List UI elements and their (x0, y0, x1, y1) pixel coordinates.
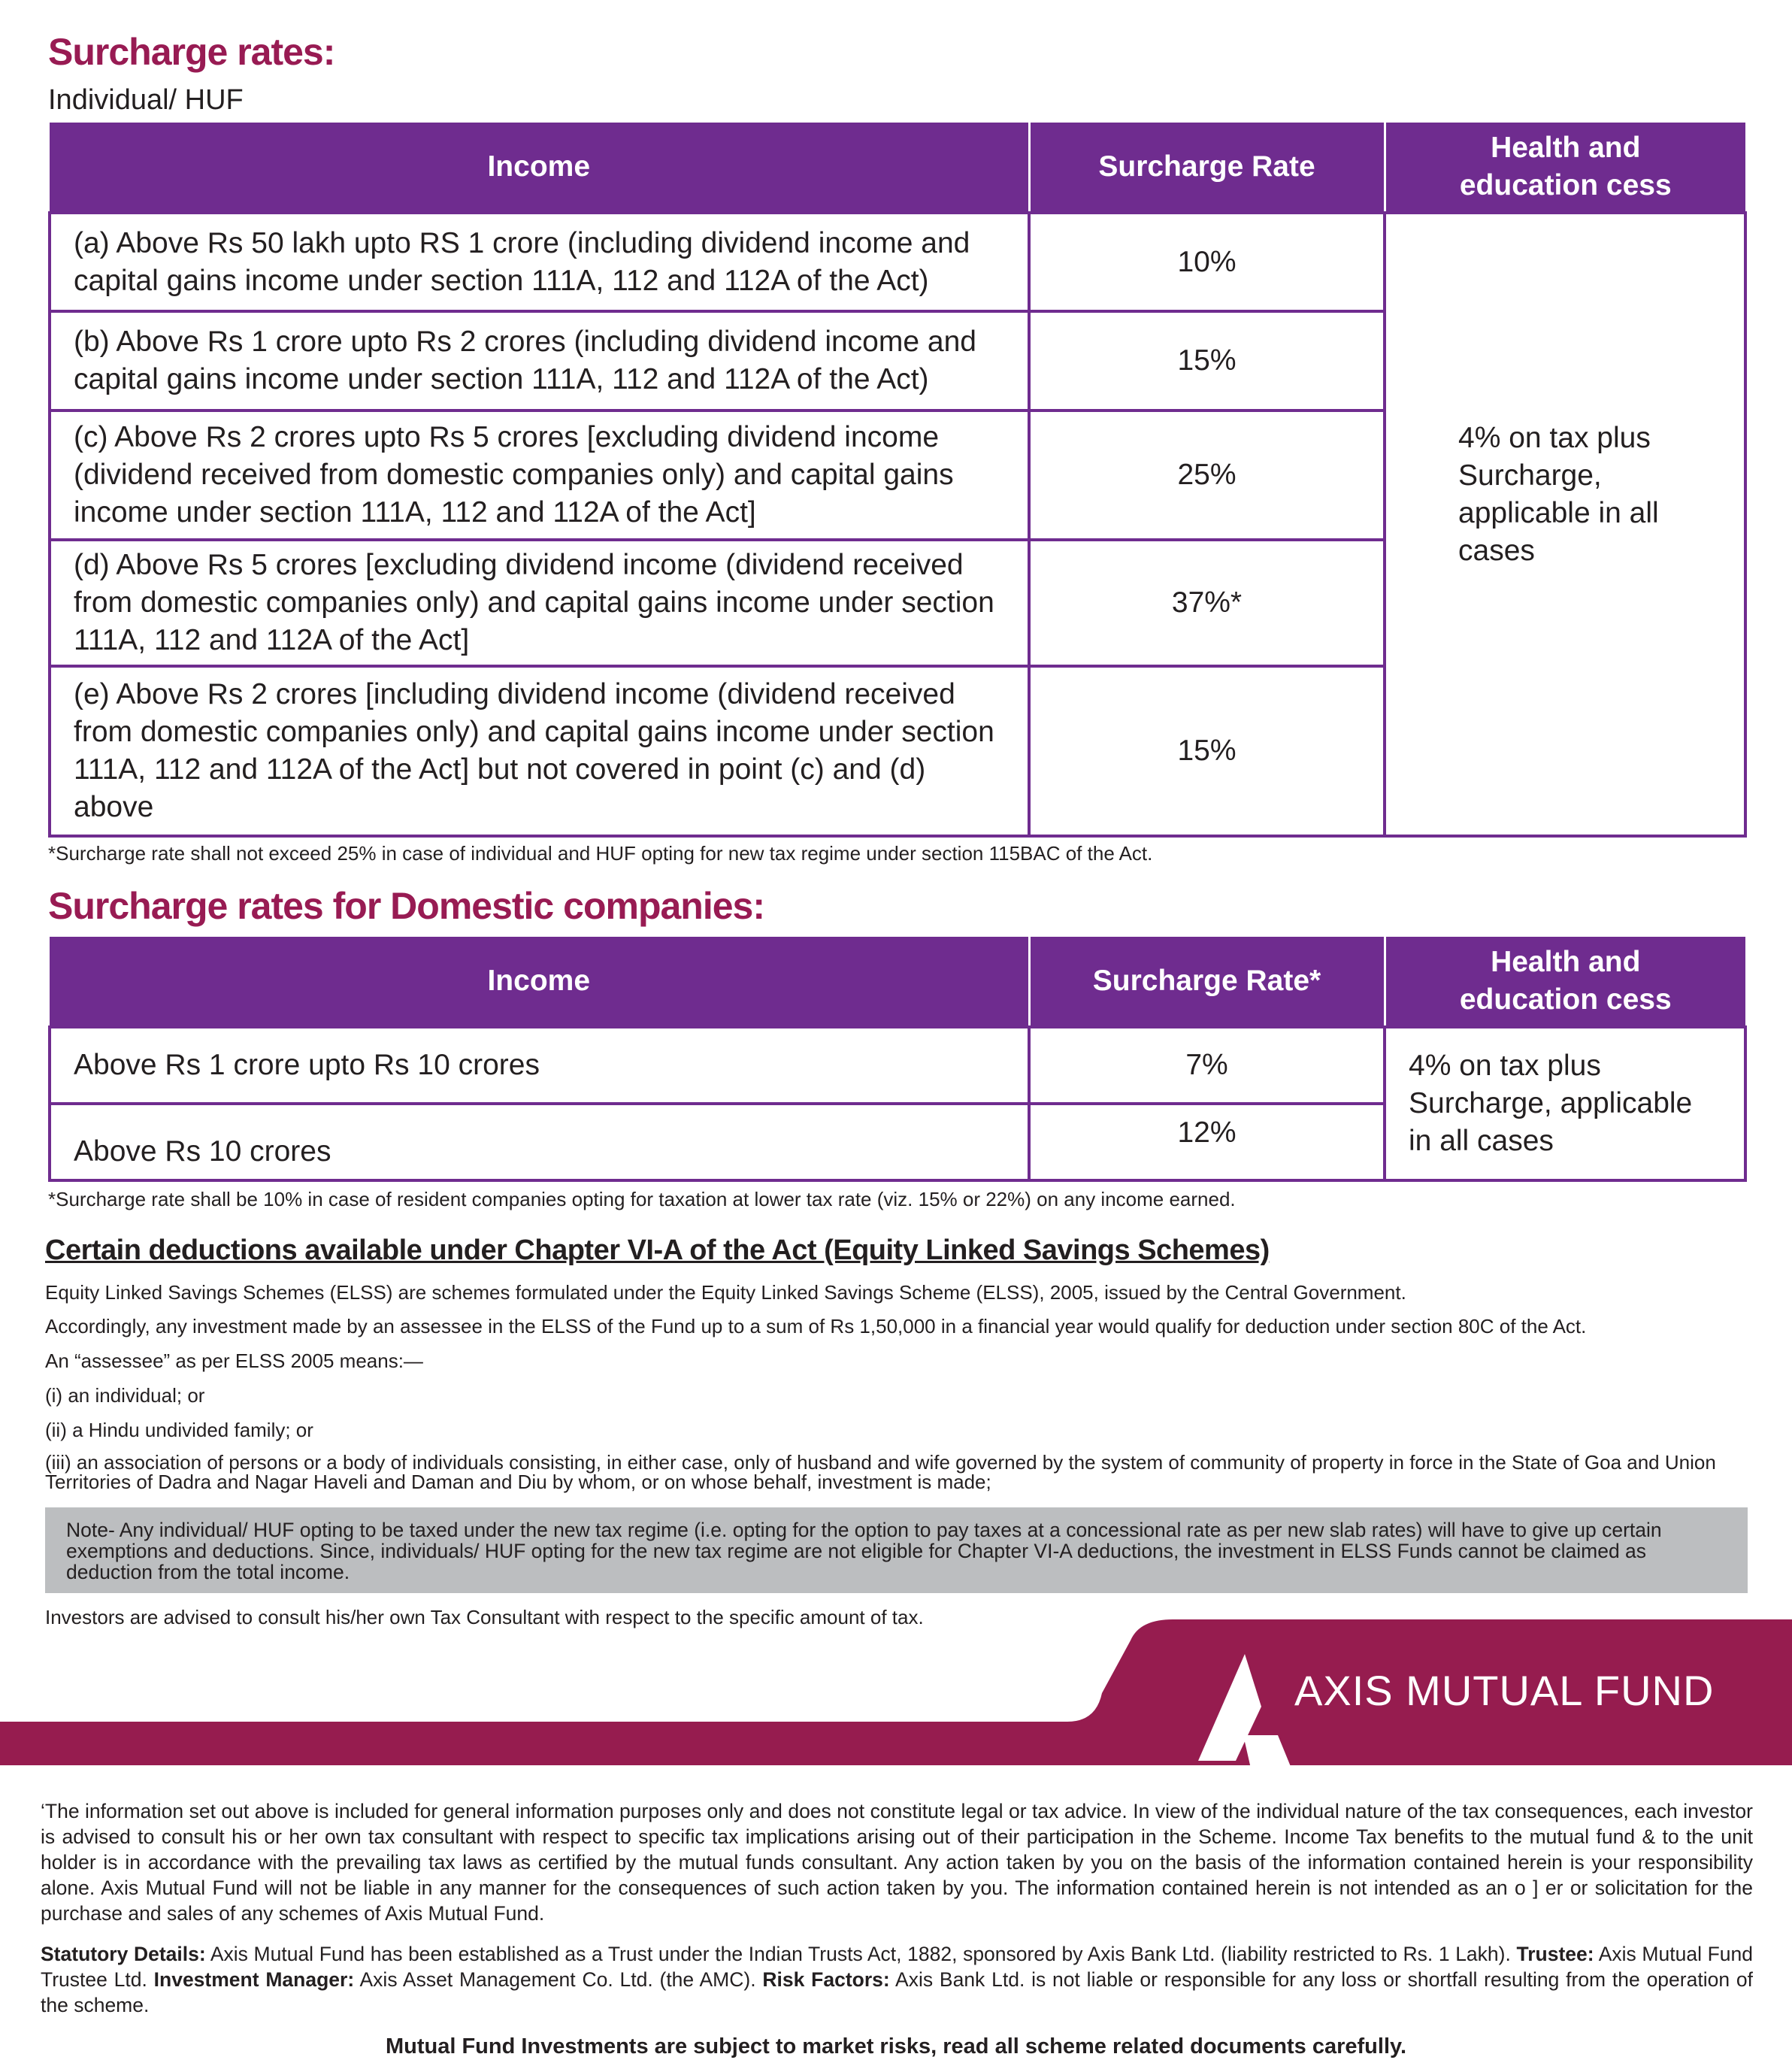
deductions-list-item: (ii) a Hindu undivided family; or (45, 1419, 313, 1441)
rate-cell: 15% (1029, 666, 1385, 836)
cess-cell (1385, 1027, 1745, 1180)
income-cell: (c) Above Rs 2 crores upto Rs 5 crores [excluding dividend income (dividend received from domestic companies only) and capital gains income under section 111A, 112 and 112A of the Act] (50, 410, 1029, 540)
income-cell: Above Rs 1 crore upto Rs 10 crores (50, 1027, 1029, 1104)
new-tax-regime-note: Note- Any individual/ HUF opting to be taxed under the new tax regime (i.e. opting for the option to pay taxes at a concessional rate as per new slab rates) will have to give up certain exemptions and deductions. Since, individuals/ HUF opting for the new tax regime are not eligible for Chapter VI-A deductions, the investment in ELSS Funds cannot be claimed as deduction from the total income. (45, 1507, 1748, 1593)
deductions-paragraph: Equity Linked Savings Schemes (ELSS) are schemes formulated under the Equity Linked Savings Scheme (ELSS), 2005, issued by the Central Government. (45, 1281, 1406, 1304)
tax-consultant-advice: Investors are advised to consult his/her own Tax Consultant with respect to the specific amount of tax. (45, 1606, 924, 1628)
deductions-title: Certain deductions available under Chapter VI-A of the Act (Equity Linked Savings Schemes) (45, 1234, 1270, 1266)
deductions-paragraph: Accordingly, any investment made by an assessee in the ELSS of the Fund up to a sum of Rs 1,50,000 in a financial year would qualify for deduction under section 80C of the Act. (45, 1315, 1587, 1337)
deductions-list-item: (i) an individual; or (45, 1384, 205, 1407)
cess-header-label: Health and education cess (1459, 132, 1672, 201)
rate-cell: 37%* (1029, 540, 1385, 666)
income-cell: Above Rs 10 crores (50, 1104, 1029, 1180)
risk-factors-label: Risk Factors: (762, 1968, 890, 1991)
rate-cell: 12% (1029, 1104, 1385, 1180)
column-header-cess (1385, 937, 1745, 1027)
table-header-row (50, 937, 1745, 1027)
table-row (50, 1027, 1745, 1104)
cess-cell (1385, 213, 1745, 836)
income-cell: (e) Above Rs 2 crores [including dividend income (dividend received from domestic companies only) and capital gains income under section 111A, 112 and 112A of the Act] but not covered in point (c) and (d) above (50, 666, 1029, 836)
column-header-income: Income (50, 937, 1029, 1027)
risk-factors-text: Axis Bank Ltd. is not liable or responsible for any loss or shortfall resulting from the operation of the scheme. (41, 1968, 1753, 2016)
rate-cell: 15% (1029, 311, 1385, 410)
income-cell: (d) Above Rs 5 crores [excluding dividend income (dividend received from domestic companies only) and capital gains income under section 111A, 112 and 112A of the Act] (50, 540, 1029, 666)
individual-huf-subheading: Individual/ HUF (48, 84, 244, 116)
trustee-text: Axis Mutual Fund Trustee Ltd. (41, 1943, 1753, 1991)
rate-cell: 25% (1029, 410, 1385, 540)
deductions-paragraph: An “assessee” as per ELSS 2005 means:— (45, 1350, 423, 1372)
brand-name: AXIS MUTUAL FUND (1294, 1667, 1715, 1714)
domestic-surcharge-table (48, 937, 1747, 1182)
column-header-cess (1385, 123, 1745, 213)
cess-header-label: Health and education cess (1459, 946, 1672, 1016)
investment-manager-text: Axis Asset Management Co. Ltd. (the AMC). (354, 1968, 763, 1991)
statutory-details (41, 1941, 1753, 2018)
domestic-surcharge-heading: Surcharge rates for Domestic companies: (48, 885, 764, 927)
surcharge-rates-heading: Surcharge rates: (48, 31, 335, 73)
income-cell: (a) Above Rs 50 lakh upto RS 1 crore (including dividend income and capital gains income under section 111A, 112 and 112A of the Act) (50, 213, 1029, 311)
column-header-surcharge-rate: Surcharge Rate* (1029, 937, 1385, 1027)
individual-surcharge-table (48, 123, 1747, 838)
trustee-label: Trustee: (1516, 1943, 1594, 1965)
investment-manager-label: Investment Manager: (153, 1968, 355, 1991)
column-header-income: Income (50, 123, 1029, 213)
income-cell: (b) Above Rs 1 crore upto Rs 2 crores (including dividend income and capital gains income under section 111A, 112 and 112A of the Act) (50, 311, 1029, 410)
cess-text: 4% on tax plus Surcharge, applicable in all cases (1458, 421, 1659, 567)
individual-footnote: *Surcharge rate shall not exceed 25% in case of individual and HUF opting for new tax regime under section 115BAC of the Act. (48, 842, 1153, 865)
general-disclaimer: ‘The information set out above is included for general information purposes only and does not constitute legal or tax advice. In view of the individual nature of the tax consequences, each investor is advised to consult his or her own tax consultant with respect to specific tax implications arising out of their participation in the Scheme. Income Tax benefits to the mutual fund & to the unit holder is in accordance with the prevailing tax laws as certified by the mutual funds consultant. Any action taken by you on the basis of the information contained herein is your responsibility alone. Axis Mutual Fund will not be liable in any manner for the consequences of such action taken by you. The information contained herein is not intended as an o ] er or solicitation for the purchase and sales of any schemes of Axis Mutual Fund. (41, 1800, 1753, 1925)
domestic-footnote: *Surcharge rate shall be 10% in case of resident companies opting for taxation at lower tax rate (viz. 15% or 22%) on any income earned. (48, 1188, 1236, 1210)
rate-cell: 7% (1029, 1027, 1385, 1104)
column-header-surcharge-rate: Surcharge Rate (1029, 123, 1385, 213)
deductions-list-item: (iii) an association of persons or a body of individuals consisting, in either case, only of husband and wife governed by the system of community of property in force in the State of Goa and Union Territories of Dadra and Nagar Haveli and Daman and Diu by whom, or on whose behalf, investment is made; (45, 1451, 1716, 1493)
cess-text: 4% on tax plus Surcharge, applicable in all cases (1409, 1050, 1693, 1157)
market-risk-tagline: Mutual Fund Investments are subject to market risks, read all scheme related documents carefully. (385, 2034, 1407, 2058)
statutory-label: Statutory Details: (41, 1943, 206, 1965)
rate-cell: 10% (1029, 213, 1385, 311)
table-row (50, 213, 1745, 311)
table-header-row (50, 123, 1745, 213)
axis-logo-icon (1197, 1652, 1294, 1770)
statutory-text: Axis Mutual Fund has been established as a Trust under the Indian Trusts Act, 1882, sponsored by Axis Bank Ltd. (liability restricted to Rs. 1 Lakh). (205, 1943, 1517, 1965)
